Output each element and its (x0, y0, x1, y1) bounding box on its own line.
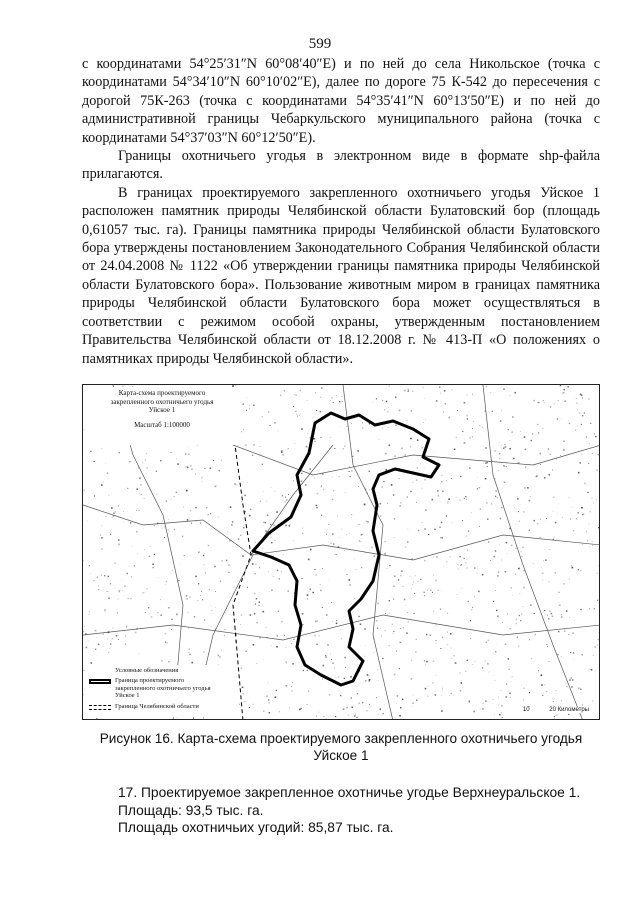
legend-row-hunting-ground (89, 677, 225, 700)
map-legend (85, 665, 235, 717)
section-area: Площадь: 93,5 тыс. га. (118, 802, 264, 818)
map-title-line1: Карта-схема проектируемого (118, 389, 206, 397)
body-text (82, 55, 600, 368)
scale-bar-mid-label: 10 (522, 707, 530, 713)
section-heading: 17. Проектируемое закрепленное охотничье угодье Верхнеуральское 1. (118, 785, 581, 800)
page-number: 599 (308, 36, 332, 52)
map-title-line2: закрепленного охотничьего угодья (110, 397, 214, 406)
legend-heading: Условные обозначения (115, 667, 179, 674)
legend-text-hunting-ground: Граница проектируемого закрепленного охотничьего угодья Уйское 1 (115, 677, 211, 699)
legend-swatch-bold-line (89, 679, 111, 684)
map-title-box (85, 387, 239, 445)
map-title-line3: Уйское 1 (148, 406, 176, 414)
paragraph-shp-files: Границы охотничьего угодья в электронном виде в формате shp-файла прилагаются. (82, 148, 600, 183)
map-figure (82, 384, 600, 720)
map-scale-bar (503, 707, 591, 713)
paragraph-continuation: с координатами 54°25′31″N 60°08′40″E) и по ней до села Никольское (точка с координатами 54°34′10″N 60°10′02″E), далее по дороге 75 К-542 до пересечения с дорогой 75К-263 (точка с координатами 54°35′41″N 60°13′50″E) и по ней до административной границы Чебаркульского муниципального района (точка с координатами 54°37′03″N 60°12′50″E). (82, 56, 600, 146)
scale-bar-end-label: 20 Километры (549, 707, 589, 713)
legend-text-oblast: Граница Челябинской области (115, 703, 199, 710)
map-scale: Масштаб 1:100000 (134, 420, 190, 429)
legend-row-oblast (89, 703, 225, 711)
legend-swatch-dashed-line (89, 705, 111, 710)
figure-caption: Рисунок 16. Карта-схема проектируемого закрепленного охотничьего угодья Уйское 1 (99, 731, 583, 763)
paragraph-nature-monument: В границах проектируемого закрепленного охотничьего угодья Уйское 1 расположен памятник природы Челябинской области Булатовский бор (площадь 0,61057 тыс. га). Границы памятника природы Челябинской области Булатовского бора утверждены постановлением Законодательного Собрания Челябинской области от 24.04.2008 № 1122 «Об утверждении границы памятника природы Челябинской области Булатовского бора». Пользование животным миром в границах памятника природы Челябинской области Булатовского бора может осуществляться в соответствии с режимом особой охраны, утвержденным постановлением Правительства Челябинской области от 18.12.2008 г. № 413-П «О положениях о памятниках природы Челябинской области». (82, 184, 600, 367)
section-hunting-area: Площадь охотничьих угодий: 85,87 тыс. га. (118, 820, 394, 835)
section-17 (118, 784, 600, 837)
